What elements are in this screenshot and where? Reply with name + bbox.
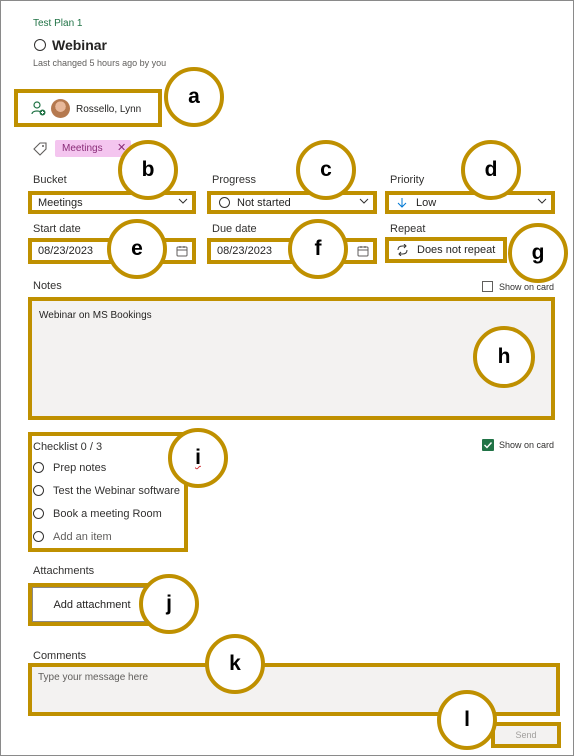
priority-value: Low bbox=[416, 196, 437, 209]
avatar[interactable] bbox=[51, 99, 70, 118]
comments-label: Comments bbox=[33, 650, 87, 662]
assignee-name[interactable]: Rossello, Lynn bbox=[76, 104, 142, 115]
notes-text: Webinar on MS Bookings bbox=[39, 310, 152, 321]
start-date-value: 08/23/2023 bbox=[38, 245, 94, 257]
add-item-input[interactable]: Add an item bbox=[53, 531, 112, 543]
annotation-h: h bbox=[473, 326, 535, 388]
checklist-item[interactable]: Test the Webinar software bbox=[53, 485, 180, 497]
annotation-i-text: i bbox=[195, 446, 201, 469]
start-date-label: Start date bbox=[33, 223, 81, 235]
annotation-f: f bbox=[288, 219, 348, 279]
checklist-item-checkbox[interactable] bbox=[33, 462, 44, 473]
checklist-item[interactable]: Prep notes bbox=[53, 462, 107, 474]
checklist-show-on-card-checkbox[interactable] bbox=[482, 439, 494, 451]
priority-label: Priority bbox=[390, 174, 425, 186]
repeat-icon bbox=[396, 244, 409, 256]
repeat-dropdown[interactable] bbox=[389, 241, 503, 259]
due-date-label: Due date bbox=[212, 223, 257, 235]
add-item-circle-icon bbox=[33, 531, 44, 542]
annotation-k: k bbox=[205, 634, 265, 694]
annotation-c: c bbox=[296, 140, 356, 200]
notes-show-on-card-checkbox[interactable] bbox=[482, 281, 493, 292]
complete-task-radio[interactable] bbox=[34, 39, 46, 51]
annotation-e: e bbox=[107, 219, 167, 279]
progress-value: Not started bbox=[237, 196, 291, 209]
progress-dropdown[interactable] bbox=[211, 195, 373, 210]
progress-label: Progress bbox=[212, 174, 257, 186]
notes-label: Notes bbox=[33, 280, 62, 292]
priority-dropdown[interactable] bbox=[389, 195, 551, 210]
due-date-value: 08/23/2023 bbox=[217, 245, 273, 257]
annotation-b: b bbox=[118, 140, 178, 200]
annotation-g: g bbox=[508, 223, 568, 283]
arrow-down-icon bbox=[397, 197, 407, 208]
repeat-label: Repeat bbox=[390, 223, 426, 235]
tag-icon[interactable] bbox=[33, 142, 47, 156]
comment-placeholder: Type your message here bbox=[38, 672, 149, 683]
plan-name[interactable]: Test Plan 1 bbox=[33, 18, 83, 29]
repeat-value: Does not repeat bbox=[417, 244, 496, 256]
label-tag-text: Meetings bbox=[62, 143, 103, 154]
task-title[interactable]: Webinar bbox=[52, 37, 107, 53]
annotation-i bbox=[168, 428, 228, 488]
bucket-label: Bucket bbox=[33, 174, 67, 186]
annotation-a: a bbox=[164, 67, 224, 127]
checklist-item-checkbox[interactable] bbox=[33, 508, 44, 519]
calendar-icon[interactable] bbox=[176, 245, 188, 257]
annotation-j: j bbox=[139, 574, 199, 634]
add-assignee-icon[interactable] bbox=[31, 101, 46, 116]
checklist-show-on-card-label: Show on card bbox=[499, 440, 555, 450]
label-tag[interactable] bbox=[55, 140, 131, 157]
send-button[interactable]: Send bbox=[495, 726, 557, 744]
chevron-down-icon bbox=[178, 196, 188, 206]
checklist-item-checkbox[interactable] bbox=[33, 485, 44, 496]
bucket-dropdown[interactable] bbox=[32, 195, 192, 210]
checklist-label: Checklist 0 / 3 bbox=[33, 441, 103, 453]
last-changed-text: Last changed 5 hours ago by you bbox=[33, 58, 167, 68]
checklist-item[interactable]: Book a meeting Room bbox=[53, 508, 162, 520]
progress-circle-icon bbox=[219, 197, 230, 208]
chevron-down-icon bbox=[537, 196, 547, 206]
add-attachment-button[interactable]: Add attachment bbox=[32, 587, 152, 622]
annotation-l: l bbox=[437, 690, 497, 750]
calendar-icon[interactable] bbox=[357, 245, 369, 257]
notes-show-on-card-label: Show on card bbox=[499, 282, 555, 292]
bucket-value: Meetings bbox=[38, 196, 83, 209]
annotation-d: d bbox=[461, 140, 521, 200]
attachments-label: Attachments bbox=[33, 565, 95, 577]
remove-tag-icon[interactable]: ✕ bbox=[117, 142, 127, 154]
chevron-down-icon bbox=[359, 196, 369, 206]
